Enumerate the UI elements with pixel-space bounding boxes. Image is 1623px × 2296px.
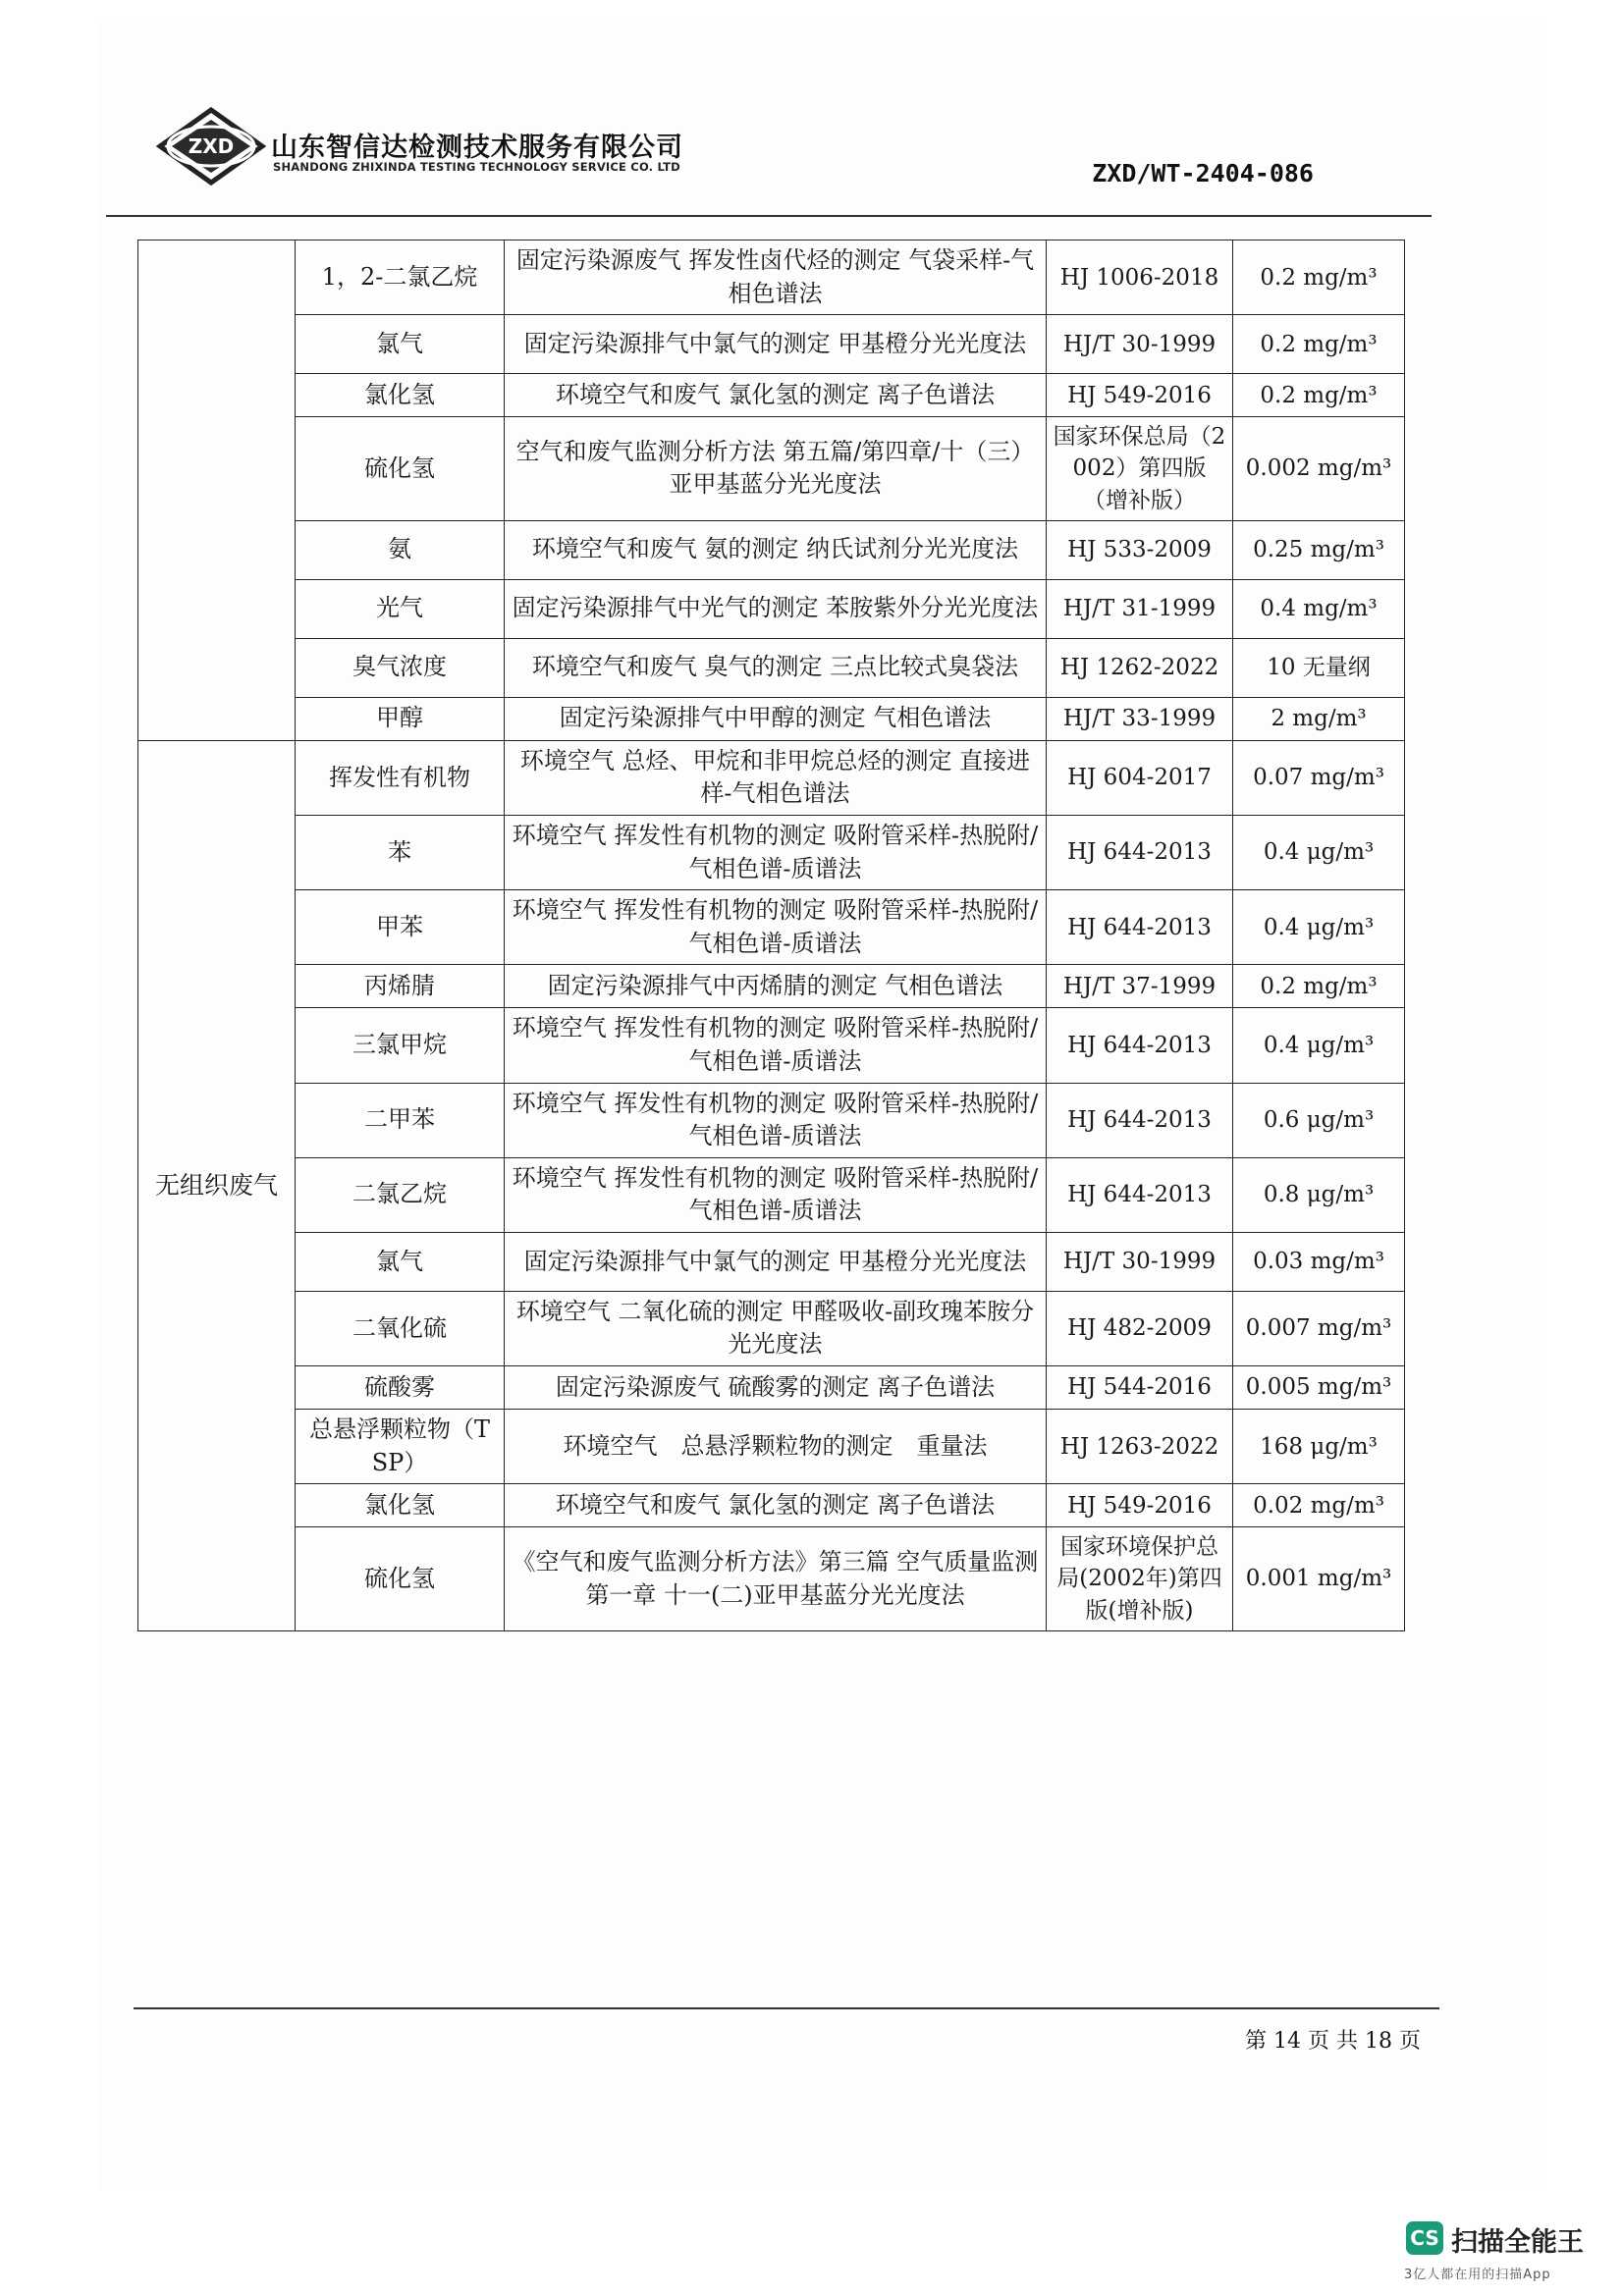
category-cell: 无组织废气 — [138, 740, 296, 1630]
method-cell: 环境空气 挥发性有机物的测定 吸附管采样-热脱附/气相色谱-质谱法 — [505, 1157, 1047, 1232]
method-cell: 固定污染源排气中氯气的测定 甲基橙分光光度法 — [505, 1232, 1047, 1291]
detection-limit-cell: 0.6 μg/m³ — [1233, 1083, 1405, 1157]
camscanner-logo-icon: CS — [1406, 2221, 1443, 2255]
standard-cell: 国家环境保护总局(2002年)第四版(增补版) — [1047, 1527, 1233, 1631]
item-cell: 二氯乙烷 — [296, 1157, 505, 1232]
method-cell: 环境空气和废气 氯化氢的测定 离子色谱法 — [505, 374, 1047, 417]
detection-limit-cell: 0.4 mg/m³ — [1233, 579, 1405, 638]
item-cell: 甲醇 — [296, 697, 505, 740]
company-name-cn: 山东智信达检测技术服务有限公司 — [271, 133, 683, 163]
standard-cell: HJ 549-2016 — [1047, 374, 1233, 417]
method-cell: 固定污染源排气中光气的测定 苯胺紫外分光光度法 — [505, 579, 1047, 638]
standard-cell: HJ 533-2009 — [1047, 520, 1233, 579]
method-cell: 固定污染源废气 硫酸雾的测定 离子色谱法 — [505, 1366, 1047, 1410]
detection-limit-cell: 0.2 mg/m³ — [1233, 965, 1405, 1008]
item-cell: 光气 — [296, 579, 505, 638]
table-row — [138, 740, 1405, 815]
detection-limit-cell: 0.8 μg/m³ — [1233, 1157, 1405, 1232]
standard-cell: 国家环保总局（2002）第四版（增补版） — [1047, 417, 1233, 521]
table-row — [138, 240, 1405, 315]
standard-cell: HJ 604-2017 — [1047, 740, 1233, 815]
item-cell: 硫化氢 — [296, 417, 505, 521]
detection-limit-cell: 0.002 mg/m³ — [1233, 417, 1405, 521]
detection-limit-cell: 0.2 mg/m³ — [1233, 315, 1405, 374]
standard-cell: HJ 1006-2018 — [1047, 240, 1233, 315]
standard-cell: HJ 644-2013 — [1047, 1083, 1233, 1157]
header-divider — [106, 215, 1432, 217]
table-row — [138, 579, 1405, 638]
method-cell: 环境空气 总烃、甲烷和非甲烷总烃的测定 直接进样-气相色谱法 — [505, 740, 1047, 815]
table-row — [138, 890, 1405, 965]
method-cell: 环境空气 挥发性有机物的测定 吸附管采样-热脱附/气相色谱-质谱法 — [505, 1008, 1047, 1083]
item-cell: 挥发性有机物 — [296, 740, 505, 815]
table-row — [138, 1157, 1405, 1232]
table-row — [138, 815, 1405, 889]
detection-limit-cell: 0.2 mg/m³ — [1233, 374, 1405, 417]
standard-cell: HJ 644-2013 — [1047, 815, 1233, 889]
method-cell: 固定污染源排气中氯气的测定 甲基橙分光光度法 — [505, 315, 1047, 374]
table-row — [138, 1291, 1405, 1365]
method-cell: 环境空气 二氧化硫的测定 甲醛吸收-副玫瑰苯胺分光光度法 — [505, 1291, 1047, 1365]
detection-limit-cell: 2 mg/m³ — [1233, 697, 1405, 740]
detection-limit-cell: 0.02 mg/m³ — [1233, 1484, 1405, 1527]
detection-limit-cell: 0.4 μg/m³ — [1233, 890, 1405, 965]
detection-limit-cell: 10 无量纲 — [1233, 638, 1405, 697]
method-cell: 环境空气 挥发性有机物的测定 吸附管采样-热脱附/气相色谱-质谱法 — [505, 1083, 1047, 1157]
item-cell: 硫化氢 — [296, 1527, 505, 1631]
table-row — [138, 1366, 1405, 1410]
scanner-app-slogan: 3亿人都在用的扫描App — [1404, 2268, 1551, 2282]
standard-cell: HJ 644-2013 — [1047, 1008, 1233, 1083]
table-row — [138, 965, 1405, 1008]
standard-cell: HJ 1263-2022 — [1047, 1410, 1233, 1484]
document-number: ZXD/WT-2404-086 — [1092, 159, 1314, 187]
item-cell: 氯化氢 — [296, 374, 505, 417]
item-cell: 丙烯腈 — [296, 965, 505, 1008]
method-cell: 《空气和废气监测分析方法》第三篇 空气质量监测 第一章 十一(二)亚甲基蓝分光光度法 — [505, 1527, 1047, 1631]
standard-cell: HJ/T 30-1999 — [1047, 1232, 1233, 1291]
table-row — [138, 1083, 1405, 1157]
item-cell: 臭气浓度 — [296, 638, 505, 697]
item-cell: 甲苯 — [296, 890, 505, 965]
standard-cell: HJ 1262-2022 — [1047, 638, 1233, 697]
footer-divider — [134, 2007, 1439, 2009]
item-cell: 氨 — [296, 520, 505, 579]
company-logo-icon — [152, 106, 270, 187]
method-cell: 环境空气 挥发性有机物的测定 吸附管采样-热脱附/气相色谱-质谱法 — [505, 815, 1047, 889]
detection-limit-cell: 0.007 mg/m³ — [1233, 1291, 1405, 1365]
table-row — [138, 1410, 1405, 1484]
detection-limit-cell: 0.25 mg/m³ — [1233, 520, 1405, 579]
detection-limit-cell: 0.4 μg/m³ — [1233, 815, 1405, 889]
table-row — [138, 638, 1405, 697]
detection-limit-cell: 0.4 μg/m³ — [1233, 1008, 1405, 1083]
method-cell: 固定污染源排气中丙烯腈的测定 气相色谱法 — [505, 965, 1047, 1008]
detection-limit-cell: 168 μg/m³ — [1233, 1410, 1405, 1484]
detection-limit-cell: 0.03 mg/m³ — [1233, 1232, 1405, 1291]
method-cell: 固定污染源废气 挥发性卤代烃的测定 气袋采样-气相色谱法 — [505, 240, 1047, 315]
item-cell: 二甲苯 — [296, 1083, 505, 1157]
item-cell: 硫酸雾 — [296, 1366, 505, 1410]
company-name-en: SHANDONG ZHIXINDA TESTING TECHNOLOGY SERVICE CO. LTD — [273, 160, 680, 174]
standard-cell: HJ 482-2009 — [1047, 1291, 1233, 1365]
standard-cell: HJ/T 33-1999 — [1047, 697, 1233, 740]
item-cell: 氯气 — [296, 1232, 505, 1291]
category-cell — [138, 240, 296, 741]
item-cell: 苯 — [296, 815, 505, 889]
standard-cell: HJ/T 31-1999 — [1047, 579, 1233, 638]
table-row — [138, 417, 1405, 521]
table-row — [138, 1527, 1405, 1631]
item-cell: 二氧化硫 — [296, 1291, 505, 1365]
detection-limit-cell: 0.001 mg/m³ — [1233, 1527, 1405, 1631]
item-cell: 氯气 — [296, 315, 505, 374]
scanner-app-title: 扫描全能王 — [1451, 2227, 1584, 2258]
method-cell: 环境空气和废气 氨的测定 纳氏试剂分光光度法 — [505, 520, 1047, 579]
item-cell: 氯化氢 — [296, 1484, 505, 1527]
table-row — [138, 374, 1405, 417]
standard-cell: HJ 549-2016 — [1047, 1484, 1233, 1527]
page-number: 第 14 页 共 18 页 — [1245, 2029, 1421, 2054]
table-row — [138, 315, 1405, 374]
logo-text: ZXD — [188, 134, 235, 158]
table-row — [138, 1232, 1405, 1291]
standard-cell: HJ 644-2013 — [1047, 1157, 1233, 1232]
detection-limit-cell: 0.07 mg/m³ — [1233, 740, 1405, 815]
item-cell: 三氯甲烷 — [296, 1008, 505, 1083]
table-row — [138, 1008, 1405, 1083]
standard-cell: HJ/T 37-1999 — [1047, 965, 1233, 1008]
method-cell: 固定污染源排气中甲醇的测定 气相色谱法 — [505, 697, 1047, 740]
method-cell: 环境空气和废气 臭气的测定 三点比较式臭袋法 — [505, 638, 1047, 697]
method-cell: 环境空气 总悬浮颗粒物的测定 重量法 — [505, 1410, 1047, 1484]
method-cell: 环境空气 挥发性有机物的测定 吸附管采样-热脱附/气相色谱-质谱法 — [505, 890, 1047, 965]
test-methods-table — [137, 240, 1405, 1631]
standard-cell: HJ/T 30-1999 — [1047, 315, 1233, 374]
standard-cell: HJ 644-2013 — [1047, 890, 1233, 965]
method-cell: 空气和废气监测分析方法 第五篇/第四章/十（三）亚甲基蓝分光光度法 — [505, 417, 1047, 521]
standard-cell: HJ 544-2016 — [1047, 1366, 1233, 1410]
table-row — [138, 697, 1405, 740]
table-row — [138, 1484, 1405, 1527]
item-cell: 1，2-二氯乙烷 — [296, 240, 505, 315]
item-cell: 总悬浮颗粒物（TSP） — [296, 1410, 505, 1484]
detection-limit-cell: 0.005 mg/m³ — [1233, 1366, 1405, 1410]
detection-limit-cell: 0.2 mg/m³ — [1233, 240, 1405, 315]
method-cell: 环境空气和废气 氯化氢的测定 离子色谱法 — [505, 1484, 1047, 1527]
table-row — [138, 520, 1405, 579]
